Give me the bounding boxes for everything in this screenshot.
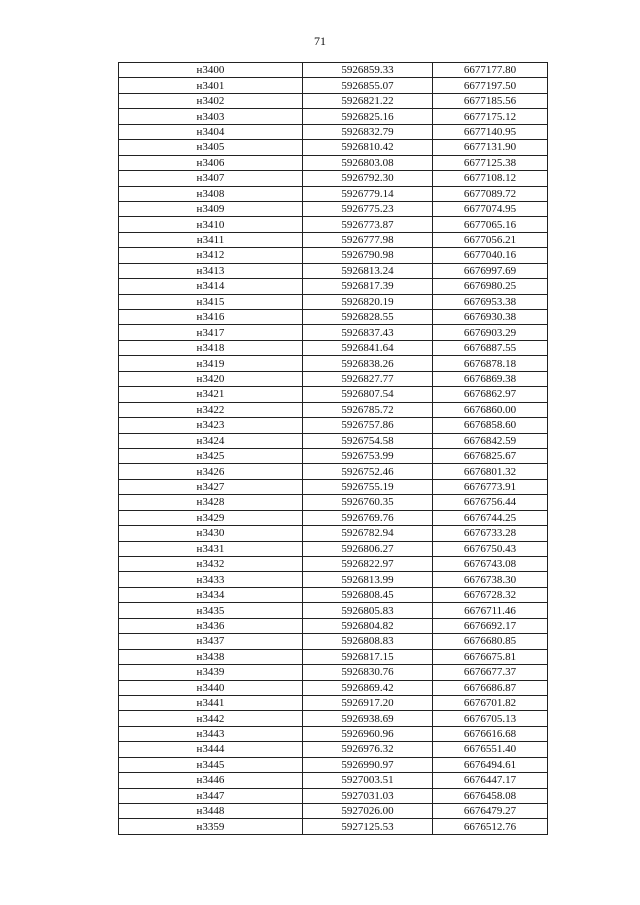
x-coordinate-cell: 5926782.94 xyxy=(303,526,433,541)
point-id-cell: н3410 xyxy=(119,217,303,232)
point-id-cell: н3400 xyxy=(119,63,303,78)
y-coordinate-cell: 6677177.80 xyxy=(433,63,548,78)
table-row xyxy=(119,649,548,664)
table-row xyxy=(119,232,548,247)
y-coordinate-cell: 6676887.55 xyxy=(433,340,548,355)
point-id-cell: н3409 xyxy=(119,201,303,216)
point-id-cell: н3405 xyxy=(119,140,303,155)
x-coordinate-cell: 5926803.08 xyxy=(303,155,433,170)
x-coordinate-cell: 5926832.79 xyxy=(303,124,433,139)
table-row xyxy=(119,634,548,649)
y-coordinate-cell: 6676997.69 xyxy=(433,263,548,278)
x-coordinate-cell: 5926808.45 xyxy=(303,587,433,602)
x-coordinate-cell: 5926938.69 xyxy=(303,711,433,726)
table-row xyxy=(119,603,548,618)
table-row xyxy=(119,665,548,680)
point-id-cell: н3438 xyxy=(119,649,303,664)
x-coordinate-cell: 5926817.39 xyxy=(303,279,433,294)
y-coordinate-cell: 6676801.32 xyxy=(433,464,548,479)
x-coordinate-cell: 5926755.19 xyxy=(303,479,433,494)
table-row xyxy=(119,387,548,402)
point-id-cell: н3446 xyxy=(119,773,303,788)
table-row xyxy=(119,479,548,494)
x-coordinate-cell: 5926841.64 xyxy=(303,340,433,355)
table-row xyxy=(119,201,548,216)
x-coordinate-cell: 5927125.53 xyxy=(303,819,433,834)
y-coordinate-cell: 6676616.68 xyxy=(433,726,548,741)
y-coordinate-cell: 6676980.25 xyxy=(433,279,548,294)
x-coordinate-cell: 5926753.99 xyxy=(303,448,433,463)
table-row xyxy=(119,155,548,170)
x-coordinate-cell: 5926754.58 xyxy=(303,433,433,448)
y-coordinate-cell: 6677125.38 xyxy=(433,155,548,170)
x-coordinate-cell: 5926976.32 xyxy=(303,742,433,757)
x-coordinate-cell: 5926769.76 xyxy=(303,510,433,525)
y-coordinate-cell: 6676705.13 xyxy=(433,711,548,726)
point-id-cell: н3419 xyxy=(119,356,303,371)
x-coordinate-cell: 5926813.99 xyxy=(303,572,433,587)
y-coordinate-cell: 6676733.28 xyxy=(433,526,548,541)
point-id-cell: н3447 xyxy=(119,788,303,803)
table-row xyxy=(119,248,548,263)
y-coordinate-cell: 6676479.27 xyxy=(433,804,548,819)
y-coordinate-cell: 6676953.38 xyxy=(433,294,548,309)
point-id-cell: н3439 xyxy=(119,665,303,680)
table-row xyxy=(119,171,548,186)
table-row xyxy=(119,356,548,371)
point-id-cell: н3402 xyxy=(119,93,303,108)
table-row xyxy=(119,279,548,294)
coordinates-table xyxy=(118,62,548,835)
x-coordinate-cell: 5926790.98 xyxy=(303,248,433,263)
x-coordinate-cell: 5926820.19 xyxy=(303,294,433,309)
point-id-cell: н3443 xyxy=(119,726,303,741)
coordinates-table-body xyxy=(119,63,548,835)
y-coordinate-cell: 6676512.76 xyxy=(433,819,548,834)
x-coordinate-cell: 5926822.97 xyxy=(303,557,433,572)
table-row xyxy=(119,310,548,325)
y-coordinate-cell: 6676744.25 xyxy=(433,510,548,525)
table-row xyxy=(119,572,548,587)
point-id-cell: н3434 xyxy=(119,587,303,602)
table-row xyxy=(119,140,548,155)
table-row xyxy=(119,217,548,232)
table-row xyxy=(119,510,548,525)
point-id-cell: н3415 xyxy=(119,294,303,309)
table-row xyxy=(119,757,548,772)
y-coordinate-cell: 6677074.95 xyxy=(433,201,548,216)
table-row xyxy=(119,742,548,757)
point-id-cell: н3426 xyxy=(119,464,303,479)
y-coordinate-cell: 6677140.95 xyxy=(433,124,548,139)
x-coordinate-cell: 5926773.87 xyxy=(303,217,433,232)
x-coordinate-cell: 5927031.03 xyxy=(303,788,433,803)
y-coordinate-cell: 6676869.38 xyxy=(433,371,548,386)
x-coordinate-cell: 5926806.27 xyxy=(303,541,433,556)
x-coordinate-cell: 5926804.82 xyxy=(303,618,433,633)
y-coordinate-cell: 6677056.21 xyxy=(433,232,548,247)
page-number: 71 xyxy=(314,34,326,48)
point-id-cell: н3411 xyxy=(119,232,303,247)
table-row xyxy=(119,680,548,695)
y-coordinate-cell: 6677197.50 xyxy=(433,78,548,93)
table-row xyxy=(119,294,548,309)
x-coordinate-cell: 5926777.98 xyxy=(303,232,433,247)
y-coordinate-cell: 6676738.30 xyxy=(433,572,548,587)
table-row xyxy=(119,186,548,201)
point-id-cell: н3404 xyxy=(119,124,303,139)
y-coordinate-cell: 6676692.17 xyxy=(433,618,548,633)
x-coordinate-cell: 5926837.43 xyxy=(303,325,433,340)
x-coordinate-cell: 5926817.15 xyxy=(303,649,433,664)
table-row xyxy=(119,618,548,633)
point-id-cell: н3427 xyxy=(119,479,303,494)
point-id-cell: н3418 xyxy=(119,340,303,355)
x-coordinate-cell: 5926859.33 xyxy=(303,63,433,78)
table-row xyxy=(119,695,548,710)
table-row xyxy=(119,726,548,741)
y-coordinate-cell: 6676930.38 xyxy=(433,310,548,325)
point-id-cell: н3441 xyxy=(119,695,303,710)
x-coordinate-cell: 5926821.22 xyxy=(303,93,433,108)
x-coordinate-cell: 5926805.83 xyxy=(303,603,433,618)
y-coordinate-cell: 6676680.85 xyxy=(433,634,548,649)
point-id-cell: н3425 xyxy=(119,448,303,463)
x-coordinate-cell: 5926775.23 xyxy=(303,201,433,216)
y-coordinate-cell: 6676750.43 xyxy=(433,541,548,556)
y-coordinate-cell: 6676743.08 xyxy=(433,557,548,572)
point-id-cell: н3445 xyxy=(119,757,303,772)
point-id-cell: н3408 xyxy=(119,186,303,201)
table-row xyxy=(119,109,548,124)
point-id-cell: н3440 xyxy=(119,680,303,695)
y-coordinate-cell: 6676711.46 xyxy=(433,603,548,618)
x-coordinate-cell: 5926779.14 xyxy=(303,186,433,201)
point-id-cell: н3429 xyxy=(119,510,303,525)
y-coordinate-cell: 6677108.12 xyxy=(433,171,548,186)
point-id-cell: н3417 xyxy=(119,325,303,340)
table-row xyxy=(119,587,548,602)
y-coordinate-cell: 6677089.72 xyxy=(433,186,548,201)
table-row xyxy=(119,325,548,340)
point-id-cell: н3448 xyxy=(119,804,303,819)
table-row xyxy=(119,819,548,834)
y-coordinate-cell: 6676675.81 xyxy=(433,649,548,664)
x-coordinate-cell: 5926838.26 xyxy=(303,356,433,371)
table-row xyxy=(119,93,548,108)
point-id-cell: н3403 xyxy=(119,109,303,124)
point-id-cell: н3416 xyxy=(119,310,303,325)
x-coordinate-cell: 5926828.55 xyxy=(303,310,433,325)
y-coordinate-cell: 6676862.97 xyxy=(433,387,548,402)
point-id-cell: н3421 xyxy=(119,387,303,402)
table-row xyxy=(119,124,548,139)
y-coordinate-cell: 6676858.60 xyxy=(433,418,548,433)
point-id-cell: н3401 xyxy=(119,78,303,93)
table-row xyxy=(119,63,548,78)
y-coordinate-cell: 6677175.12 xyxy=(433,109,548,124)
point-id-cell: н3412 xyxy=(119,248,303,263)
table-row xyxy=(119,495,548,510)
point-id-cell: н3432 xyxy=(119,557,303,572)
point-id-cell: н3414 xyxy=(119,279,303,294)
point-id-cell: н3413 xyxy=(119,263,303,278)
y-coordinate-cell: 6676860.00 xyxy=(433,402,548,417)
x-coordinate-cell: 5926869.42 xyxy=(303,680,433,695)
y-coordinate-cell: 6677131.90 xyxy=(433,140,548,155)
point-id-cell: н3442 xyxy=(119,711,303,726)
table-row xyxy=(119,340,548,355)
x-coordinate-cell: 5926960.96 xyxy=(303,726,433,741)
y-coordinate-cell: 6676677.37 xyxy=(433,665,548,680)
y-coordinate-cell: 6677185.56 xyxy=(433,93,548,108)
table-row xyxy=(119,773,548,788)
point-id-cell: н3435 xyxy=(119,603,303,618)
x-coordinate-cell: 5926830.76 xyxy=(303,665,433,680)
y-coordinate-cell: 6676756.44 xyxy=(433,495,548,510)
y-coordinate-cell: 6676903.29 xyxy=(433,325,548,340)
point-id-cell: н3359 xyxy=(119,819,303,834)
y-coordinate-cell: 6676728.32 xyxy=(433,587,548,602)
point-id-cell: н3444 xyxy=(119,742,303,757)
y-coordinate-cell: 6677065.16 xyxy=(433,217,548,232)
point-id-cell: н3424 xyxy=(119,433,303,448)
table-row xyxy=(119,433,548,448)
x-coordinate-cell: 5926785.72 xyxy=(303,402,433,417)
table-row xyxy=(119,711,548,726)
x-coordinate-cell: 5926810.42 xyxy=(303,140,433,155)
x-coordinate-cell: 5926825.16 xyxy=(303,109,433,124)
point-id-cell: н3422 xyxy=(119,402,303,417)
x-coordinate-cell: 5927026.00 xyxy=(303,804,433,819)
x-coordinate-cell: 5926752.46 xyxy=(303,464,433,479)
table-row xyxy=(119,541,548,556)
point-id-cell: н3437 xyxy=(119,634,303,649)
y-coordinate-cell: 6676878.18 xyxy=(433,356,548,371)
table-row xyxy=(119,371,548,386)
point-id-cell: н3433 xyxy=(119,572,303,587)
x-coordinate-cell: 5926757.86 xyxy=(303,418,433,433)
point-id-cell: н3436 xyxy=(119,618,303,633)
point-id-cell: н3406 xyxy=(119,155,303,170)
point-id-cell: н3420 xyxy=(119,371,303,386)
y-coordinate-cell: 6677040.16 xyxy=(433,248,548,263)
x-coordinate-cell: 5926917.20 xyxy=(303,695,433,710)
table-row xyxy=(119,418,548,433)
x-coordinate-cell: 5926990.97 xyxy=(303,757,433,772)
table-row xyxy=(119,448,548,463)
y-coordinate-cell: 6676551.40 xyxy=(433,742,548,757)
y-coordinate-cell: 6676825.67 xyxy=(433,448,548,463)
y-coordinate-cell: 6676686.87 xyxy=(433,680,548,695)
table-row xyxy=(119,788,548,803)
y-coordinate-cell: 6676773.91 xyxy=(433,479,548,494)
x-coordinate-cell: 5926808.83 xyxy=(303,634,433,649)
y-coordinate-cell: 6676842.59 xyxy=(433,433,548,448)
point-id-cell: н3431 xyxy=(119,541,303,556)
table-row xyxy=(119,526,548,541)
table-row xyxy=(119,557,548,572)
x-coordinate-cell: 5926792.30 xyxy=(303,171,433,186)
x-coordinate-cell: 5926813.24 xyxy=(303,263,433,278)
table-row xyxy=(119,402,548,417)
point-id-cell: н3407 xyxy=(119,171,303,186)
table-row xyxy=(119,804,548,819)
y-coordinate-cell: 6676701.82 xyxy=(433,695,548,710)
table-row xyxy=(119,263,548,278)
y-coordinate-cell: 6676447.17 xyxy=(433,773,548,788)
x-coordinate-cell: 5926827.77 xyxy=(303,371,433,386)
x-coordinate-cell: 5927003.51 xyxy=(303,773,433,788)
x-coordinate-cell: 5926807.54 xyxy=(303,387,433,402)
point-id-cell: н3430 xyxy=(119,526,303,541)
y-coordinate-cell: 6676458.08 xyxy=(433,788,548,803)
point-id-cell: н3423 xyxy=(119,418,303,433)
x-coordinate-cell: 5926760.35 xyxy=(303,495,433,510)
table-row xyxy=(119,78,548,93)
table-row xyxy=(119,464,548,479)
point-id-cell: н3428 xyxy=(119,495,303,510)
x-coordinate-cell: 5926855.07 xyxy=(303,78,433,93)
y-coordinate-cell: 6676494.61 xyxy=(433,757,548,772)
